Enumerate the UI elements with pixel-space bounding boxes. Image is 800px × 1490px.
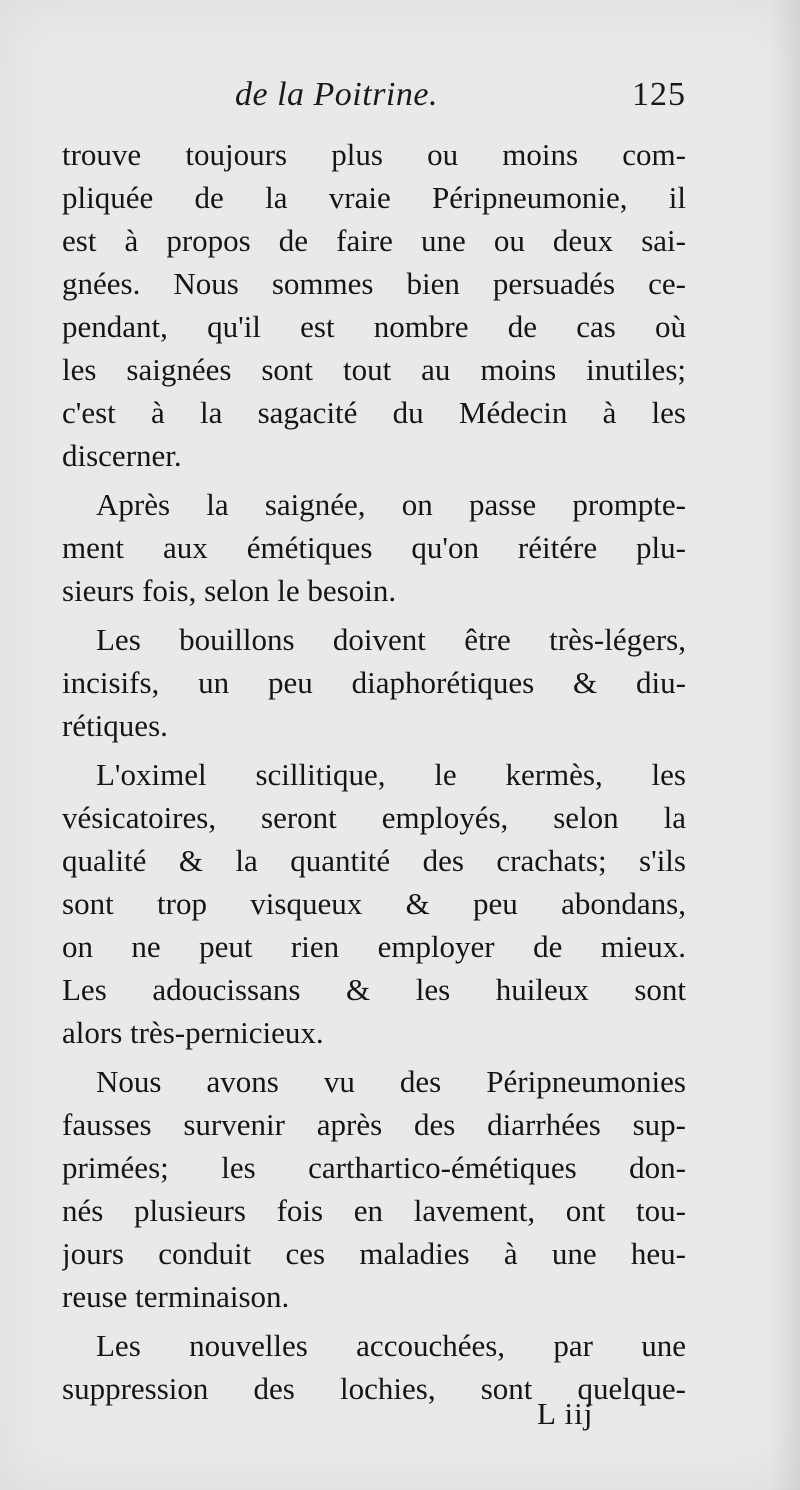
text-line: pliquée de la vraie Péripneumonie, il: [62, 180, 686, 215]
running-head: de la Poitrine.: [235, 76, 438, 113]
text-line: Après la saignée, on passe prompte-: [96, 487, 686, 522]
text-line: jours conduit ces maladies à une heu-: [62, 1236, 686, 1271]
text-line: Les nouvelles accouchées, par une: [96, 1328, 686, 1363]
text-line: gnées. Nous sommes bien persuadés ce-: [62, 266, 686, 301]
paragraph: [62, 133, 686, 477]
text-line: L'oximel scillitique, le kermès, les: [96, 757, 686, 792]
text-line: on ne peut rien employer de mieux.: [62, 929, 686, 964]
text-line: sont trop visqueux & peu abondans,: [62, 886, 686, 921]
text-line: les saignées sont tout au moins inutiles;: [62, 352, 686, 387]
text-line: Les adoucissans & les huileux sont: [62, 972, 686, 1007]
paragraph: [62, 753, 686, 1054]
page-number: 125: [632, 76, 686, 113]
text-line: est à propos de faire une ou deux sai-: [62, 223, 686, 258]
text-line: Nous avons vu des Péripneumonies: [96, 1064, 686, 1099]
text-line: pendant, qu'il est nombre de cas où: [62, 309, 686, 344]
signature-mark: L iij: [537, 1396, 594, 1431]
text-line: fausses survenir après des diarrhées sup-: [62, 1107, 686, 1142]
body-text: [62, 133, 686, 1410]
paragraph: [62, 618, 686, 747]
text-line: suppression des lochies, sont quelque-: [62, 1371, 686, 1406]
text-line: discerner.: [62, 438, 182, 473]
text-line: primées; les carthartico-émétiques don-: [62, 1150, 686, 1185]
text-line: ment aux émétiques qu'on réitére plu-: [62, 530, 686, 565]
text-line: qualité & la quantité des crachats; s'ils: [62, 843, 686, 878]
text-line: Les bouillons doivent être très-légers,: [96, 622, 686, 657]
page-header: [60, 76, 686, 126]
text-line: rétiques.: [62, 708, 168, 743]
paragraph: [62, 483, 686, 612]
page-edge-shadow: [770, 0, 800, 1490]
text-line: nés plusieurs fois en lavement, ont tou-: [62, 1193, 686, 1228]
text-line: trouve toujours plus ou moins com-: [62, 137, 686, 172]
text-line: sieurs fois, selon le besoin.: [62, 573, 397, 608]
text-line: alors très-pernicieux.: [62, 1015, 324, 1050]
text-line: c'est à la sagacité du Médecin à les: [62, 395, 686, 430]
text-line: incisifs, un peu diaphorétiques & diu-: [62, 665, 686, 700]
text-line: vésicatoires, seront employés, selon la: [62, 800, 686, 835]
paragraph: [62, 1060, 686, 1318]
text-line: reuse terminaison.: [62, 1279, 290, 1314]
